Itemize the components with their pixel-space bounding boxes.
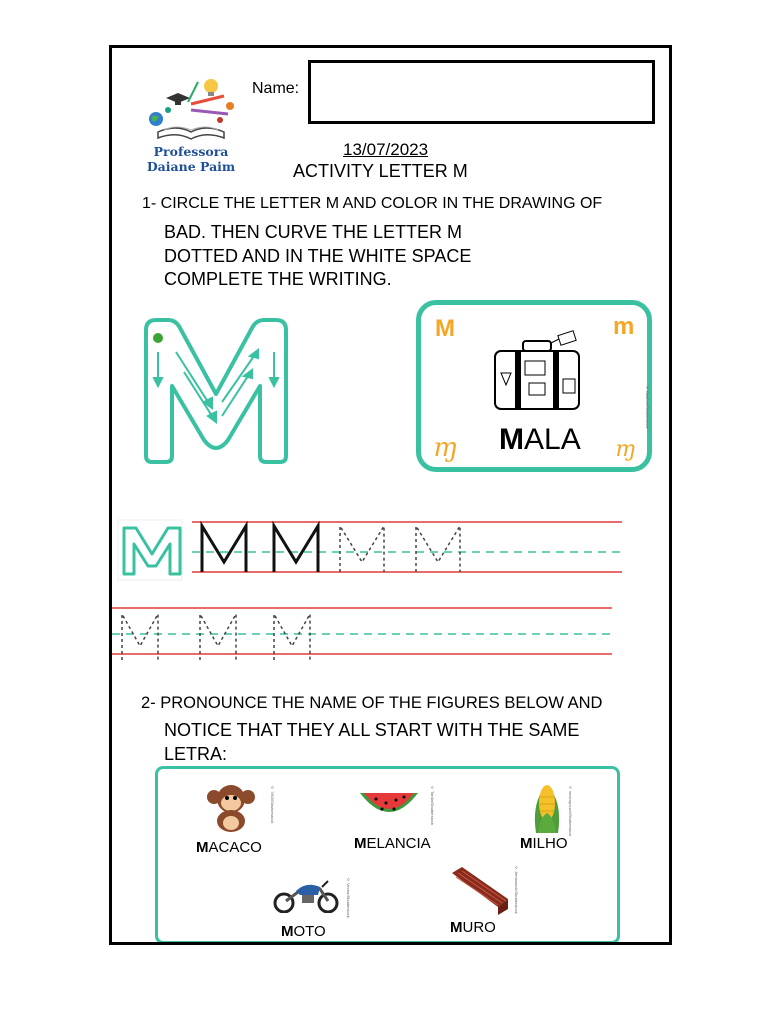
question1-text xyxy=(164,221,471,292)
question2-line3: LETRA: xyxy=(164,744,228,764)
card-word xyxy=(499,423,581,457)
tracing-area xyxy=(112,514,632,674)
question1-line4: COMPLETE THE WRITING. xyxy=(164,269,392,289)
question2-text xyxy=(164,718,579,766)
card-lower-m: m xyxy=(613,313,635,340)
question1-line3: DOTTED AND IN THE WHITE SPACE xyxy=(164,245,472,266)
card-word-rest: ALA xyxy=(524,423,581,456)
card-word-first-letter: M xyxy=(499,423,524,456)
logo-text xyxy=(136,144,246,174)
monkey-icon xyxy=(204,783,258,838)
question2-line2: NOTICE THAT THEY ALL START WITH THE SAME xyxy=(164,720,580,740)
macaco-credit: © 7800/Shutterstock xyxy=(270,785,275,824)
name-label: Name: xyxy=(252,80,300,97)
worksheet xyxy=(109,45,672,945)
logo-line2: Daiane Paim xyxy=(146,159,236,174)
name-field[interactable] xyxy=(308,60,655,124)
melancia-credit: © Tartila/Shutterstock xyxy=(430,785,435,826)
page-title: ACTIVITY LETTER M xyxy=(293,161,468,181)
figure-label-macaco: MACACO xyxy=(196,839,262,856)
corn-icon xyxy=(530,777,564,840)
card-script-lower-m: ɱ xyxy=(615,437,636,462)
figure-label-moto: MOTO xyxy=(281,923,326,940)
watermelon-icon xyxy=(358,787,420,826)
big-letter-m xyxy=(136,316,306,466)
wall-icon xyxy=(448,865,512,920)
date: 13/07/2023 xyxy=(343,140,429,159)
figure-label-muro: MURO xyxy=(450,919,496,936)
milho-credit: © vectorpouch/Shutterstock xyxy=(568,785,573,837)
card-script-upper-m: ɱ xyxy=(433,433,458,463)
moto-credit: © Vector/Shutterstock xyxy=(346,877,351,918)
question1-line2: BAD. THEN CURVE THE LETTER M xyxy=(164,222,463,242)
logo xyxy=(136,74,246,142)
book-icon xyxy=(136,74,246,142)
question1-line1: 1- CIRCLE THE LETTER M AND COLOR IN THE DRAWING OF xyxy=(142,195,603,212)
figure-label-melancia: MELANCIA xyxy=(354,835,431,852)
figures-box xyxy=(155,766,620,944)
logo-line1: Professora xyxy=(153,144,229,159)
motorcycle-icon xyxy=(272,877,340,918)
card-credit: © Bauforn/Shutterstock xyxy=(645,385,650,429)
card-upper-m: M xyxy=(435,315,455,342)
muro-credit: © Jemastock/Shutterstock xyxy=(514,865,519,914)
figure-label-milho: MILHO xyxy=(520,835,568,852)
mala-card xyxy=(416,300,652,472)
question2-line1: 2- PRONOUNCE THE NAME OF THE FIGURES BELOW AND xyxy=(141,694,603,712)
suitcase-icon xyxy=(487,327,587,422)
